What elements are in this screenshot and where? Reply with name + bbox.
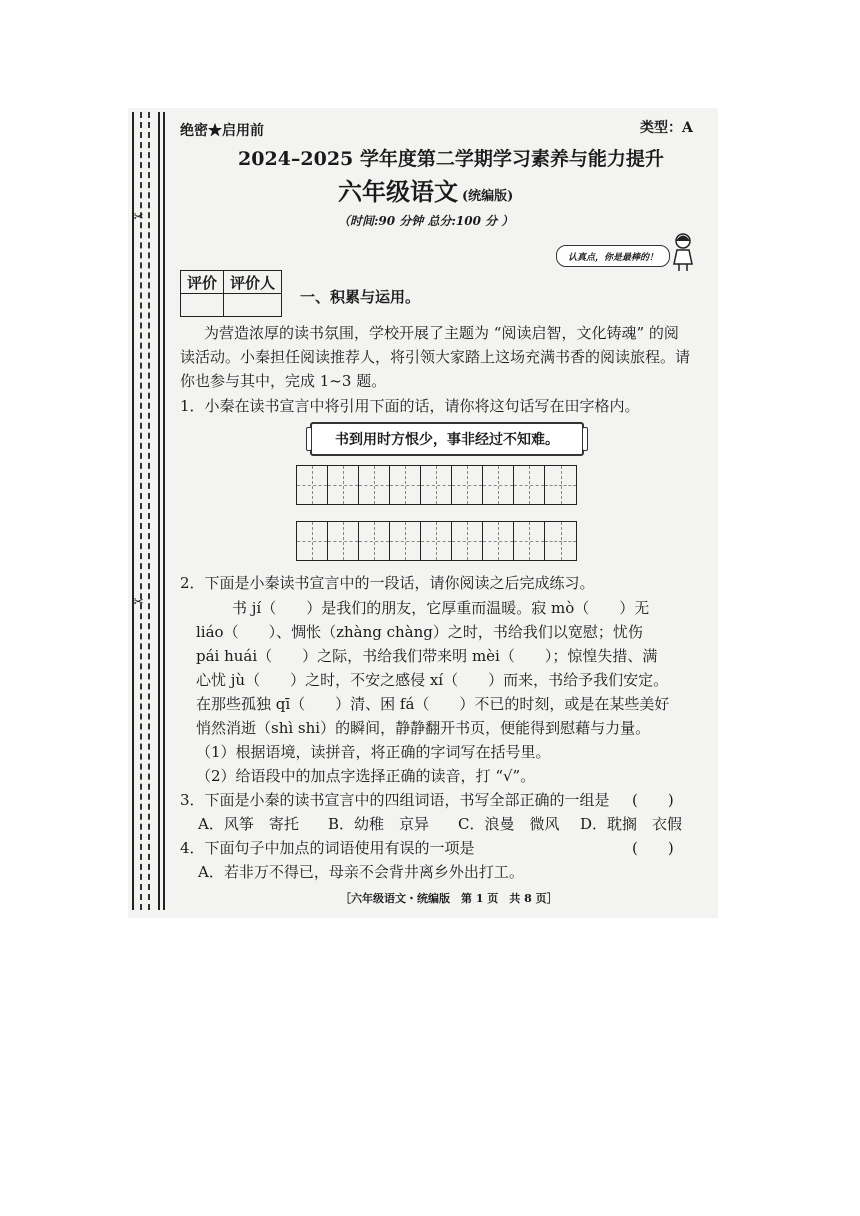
question-2-stem: 2．下面是小秦读书宣言中的一段话，请你阅读之后完成练习。 (180, 574, 595, 592)
tianzige-row[interactable] (296, 521, 577, 561)
question-2-sub2: （2）给语段中的加点字选择正确的读音，打 “√”。 (196, 767, 536, 785)
binding-margin (128, 112, 168, 910)
grader-cell[interactable] (224, 294, 282, 317)
confidential-label: 绝密★启用前 (180, 123, 264, 139)
section-heading: 一、积累与运用。 (300, 288, 421, 306)
question-3-stem: 3．下面是小秦的读书宣言中的四组词语，书写全部正确的一组是 (180, 791, 610, 809)
scissors-icon: ✂ (133, 210, 144, 225)
scissors-icon: ✂ (133, 595, 144, 610)
question-4-stem: 4．下面句子中加点的词语使用有误的一项是 (180, 839, 475, 857)
score-header: 评价 (181, 271, 224, 294)
option-b: B．幼稚 京异 (328, 815, 430, 833)
passage-line: pái huái（ ）之际，书给我们带来明 mèi（ ）；惊惶失措、满 (196, 647, 658, 665)
passage-line: liáo（ ）、惆怅（zhàng chàng）之时，书给我们以宽慰；忧伤 (196, 623, 643, 641)
score-table (180, 270, 282, 317)
type-label: 类型：A (640, 120, 693, 136)
passage-line: 在那些孤独 qī（ ）清、困 fá（ ）不已的时刻，或是在某些美好 (196, 695, 670, 713)
passage-line: 悄然消逝（shì shi）的瞬间，静静翻开书页，便能得到慰藉与力量。 (196, 719, 651, 737)
quote-banner: 书到用时方恨少，事非经过不知难。 (310, 422, 584, 456)
answer-paren[interactable]: ( ) (632, 791, 674, 809)
passage-line: 书 jí（ ）是我们的朋友，它厚重而温暖。寂 mò（ ）无 (232, 599, 650, 617)
exam-title: 2024–2025 学年度第二学期学习素养与能力提升 (238, 148, 664, 170)
tianzige-row[interactable] (296, 465, 577, 505)
score-cell[interactable] (181, 294, 224, 317)
option-a: A．风筝 寄托 (198, 815, 299, 833)
question-2-sub1: （1）根据语境，读拼音，将正确的字词写在括号里。 (196, 743, 551, 761)
encouragement-stamp: 认真点，你是最棒的！ (556, 245, 670, 267)
exam-meta: （时间:90 分钟 总分:100 分 ） (338, 214, 514, 228)
page-footer: ［六年级语文・统编版 第 1 页 共 8 页］ (340, 892, 558, 905)
intro-line: 读活动。小秦担任阅读推荐人，将引领大家踏上这场充满书香的阅读旅程。请 (180, 348, 691, 366)
question-1-stem: 1．小秦在读书宣言中将引用下面的话，请你将这句话写在田字格内。 (180, 397, 640, 415)
passage-line: 心忧 jù（ ）之时，不安之感侵 xí（ ）而来，书给予我们安定。 (196, 671, 669, 689)
answer-paren[interactable]: ( ) (632, 839, 674, 857)
option-d: D．耽搁 衣假 (580, 815, 683, 833)
grader-header: 评价人 (224, 271, 282, 294)
edition-label: (统编版) (462, 189, 514, 204)
intro-line: 你也参与其中，完成 1~3 题。 (180, 372, 387, 390)
option-c: C．浪曼 微风 (458, 815, 560, 833)
intro-line: 为营造浓厚的读书氛围，学校开展了主题为 “阅读启智，文化铸魂” 的阅 (204, 324, 679, 342)
option-a: A．若非万不得已，母亲不会背井离乡外出打工。 (198, 863, 524, 881)
subject-title: 六年级语文 (338, 177, 458, 206)
cartoon-girl-icon (670, 232, 696, 272)
